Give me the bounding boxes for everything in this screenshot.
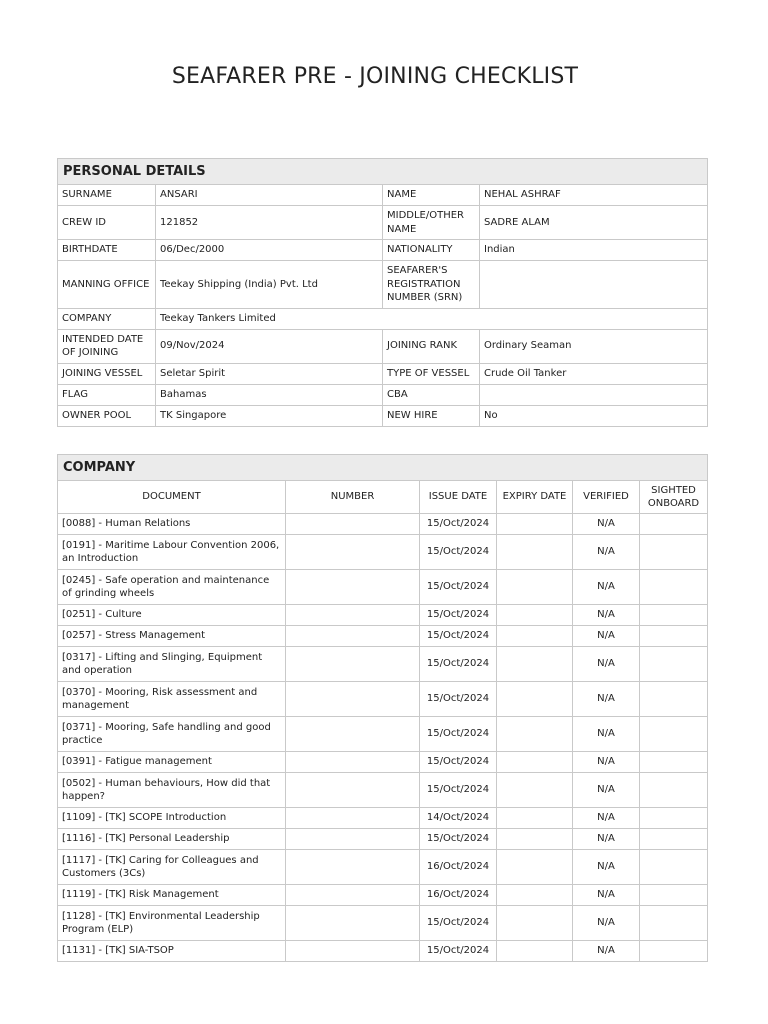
document-cell: [0370] - Mooring, Risk assessment and management bbox=[58, 682, 286, 717]
issue-date-cell: 15/Oct/2024 bbox=[420, 647, 497, 682]
sighted-onboard-cell bbox=[640, 752, 708, 773]
field-value: Bahamas bbox=[156, 384, 383, 405]
field-value: NEHAL ASHRAF bbox=[480, 185, 708, 206]
expiry-date-cell bbox=[497, 752, 573, 773]
field-label: SEAFARER'S REGISTRATION NUMBER (SRN) bbox=[383, 261, 480, 309]
verified-cell: N/A bbox=[573, 752, 640, 773]
document-cell: [0371] - Mooring, Safe handling and good practice bbox=[58, 717, 286, 752]
table-row bbox=[58, 829, 708, 850]
personal-row bbox=[58, 206, 708, 240]
issue-date-cell: 15/Oct/2024 bbox=[420, 906, 497, 941]
table-row bbox=[58, 850, 708, 885]
field-value: No bbox=[480, 405, 708, 426]
personal-row bbox=[58, 185, 708, 206]
document-cell: [0502] - Human behaviours, How did that happen? bbox=[58, 773, 286, 808]
field-value: 121852 bbox=[156, 206, 383, 240]
personal-row bbox=[58, 261, 708, 309]
expiry-date-cell bbox=[497, 682, 573, 717]
personal-row bbox=[58, 240, 708, 261]
number-cell bbox=[286, 941, 420, 962]
field-label: JOINING RANK bbox=[383, 329, 480, 363]
document-cell: [0088] - Human Relations bbox=[58, 514, 286, 535]
sighted-onboard-cell bbox=[640, 885, 708, 906]
field-value: Seletar Spirit bbox=[156, 363, 383, 384]
number-cell bbox=[286, 570, 420, 605]
sighted-onboard-cell bbox=[640, 850, 708, 885]
table-row bbox=[58, 626, 708, 647]
column-header-expiry-date: EXPIRY DATE bbox=[497, 481, 573, 514]
field-value: TK Singapore bbox=[156, 405, 383, 426]
table-row bbox=[58, 717, 708, 752]
number-cell bbox=[286, 682, 420, 717]
field-label: MANNING OFFICE bbox=[58, 261, 156, 309]
personal-row bbox=[58, 329, 708, 363]
document-cell: [0191] - Maritime Labour Convention 2006, an Introduction bbox=[58, 535, 286, 570]
sighted-onboard-cell bbox=[640, 717, 708, 752]
field-value: Teekay Tankers Limited bbox=[156, 308, 708, 329]
sighted-onboard-cell bbox=[640, 535, 708, 570]
document-cell: [0245] - Safe operation and maintenance of grinding wheels bbox=[58, 570, 286, 605]
issue-date-cell: 15/Oct/2024 bbox=[420, 941, 497, 962]
document-cell: [1109] - [TK] SCOPE Introduction bbox=[58, 808, 286, 829]
number-cell bbox=[286, 514, 420, 535]
company-documents-table bbox=[57, 454, 708, 962]
personal-row bbox=[58, 405, 708, 426]
sighted-onboard-cell bbox=[640, 773, 708, 808]
number-cell bbox=[286, 850, 420, 885]
field-label: SURNAME bbox=[58, 185, 156, 206]
field-value: 09/Nov/2024 bbox=[156, 329, 383, 363]
verified-cell: N/A bbox=[573, 570, 640, 605]
table-row bbox=[58, 752, 708, 773]
sighted-onboard-cell bbox=[640, 941, 708, 962]
verified-cell: N/A bbox=[573, 941, 640, 962]
expiry-date-cell bbox=[497, 514, 573, 535]
verified-cell: N/A bbox=[573, 808, 640, 829]
personal-row bbox=[58, 363, 708, 384]
issue-date-cell: 15/Oct/2024 bbox=[420, 717, 497, 752]
issue-date-cell: 15/Oct/2024 bbox=[420, 535, 497, 570]
field-label: BIRTHDATE bbox=[58, 240, 156, 261]
issue-date-cell: 15/Oct/2024 bbox=[420, 773, 497, 808]
number-cell bbox=[286, 752, 420, 773]
field-label: MIDDLE/OTHER NAME bbox=[383, 206, 480, 240]
table-row bbox=[58, 514, 708, 535]
column-header-number: NUMBER bbox=[286, 481, 420, 514]
table-row bbox=[58, 906, 708, 941]
field-value: ANSARI bbox=[156, 185, 383, 206]
sighted-onboard-cell bbox=[640, 605, 708, 626]
personal-details-table bbox=[57, 158, 708, 427]
document-cell: [1119] - [TK] Risk Management bbox=[58, 885, 286, 906]
verified-cell: N/A bbox=[573, 850, 640, 885]
sighted-onboard-cell bbox=[640, 626, 708, 647]
verified-cell: N/A bbox=[573, 605, 640, 626]
document-cell: [0251] - Culture bbox=[58, 605, 286, 626]
column-header-verified: VERIFIED bbox=[573, 481, 640, 514]
company-heading: COMPANY bbox=[58, 455, 708, 481]
number-cell bbox=[286, 773, 420, 808]
field-label: COMPANY bbox=[58, 308, 156, 329]
column-header-document: DOCUMENT bbox=[58, 481, 286, 514]
field-value: Ordinary Seaman bbox=[480, 329, 708, 363]
field-label: JOINING VESSEL bbox=[58, 363, 156, 384]
verified-cell: N/A bbox=[573, 626, 640, 647]
sighted-onboard-cell bbox=[640, 514, 708, 535]
number-cell bbox=[286, 605, 420, 626]
field-label: NATIONALITY bbox=[383, 240, 480, 261]
personal-row bbox=[58, 384, 708, 405]
table-row bbox=[58, 941, 708, 962]
field-label: CBA bbox=[383, 384, 480, 405]
sighted-onboard-cell bbox=[640, 682, 708, 717]
verified-cell: N/A bbox=[573, 885, 640, 906]
issue-date-cell: 16/Oct/2024 bbox=[420, 850, 497, 885]
table-row bbox=[58, 647, 708, 682]
table-row bbox=[58, 773, 708, 808]
issue-date-cell: 15/Oct/2024 bbox=[420, 829, 497, 850]
sighted-onboard-cell bbox=[640, 829, 708, 850]
table-row bbox=[58, 605, 708, 626]
field-value: Crude Oil Tanker bbox=[480, 363, 708, 384]
sighted-onboard-cell bbox=[640, 647, 708, 682]
expiry-date-cell bbox=[497, 773, 573, 808]
verified-cell: N/A bbox=[573, 829, 640, 850]
verified-cell: N/A bbox=[573, 773, 640, 808]
expiry-date-cell bbox=[497, 808, 573, 829]
table-row bbox=[58, 535, 708, 570]
column-header-row bbox=[58, 481, 708, 514]
document-cell: [1131] - [TK] SIA-TSOP bbox=[58, 941, 286, 962]
personal-details-heading: PERSONAL DETAILS bbox=[58, 159, 708, 185]
expiry-date-cell bbox=[497, 906, 573, 941]
number-cell bbox=[286, 535, 420, 570]
document-cell: [0391] - Fatigue management bbox=[58, 752, 286, 773]
expiry-date-cell bbox=[497, 885, 573, 906]
expiry-date-cell bbox=[497, 570, 573, 605]
issue-date-cell: 15/Oct/2024 bbox=[420, 570, 497, 605]
document-cell: [0317] - Lifting and Slinging, Equipment and operation bbox=[58, 647, 286, 682]
table-row bbox=[58, 570, 708, 605]
sighted-onboard-cell bbox=[640, 570, 708, 605]
issue-date-cell: 15/Oct/2024 bbox=[420, 752, 497, 773]
personal-row bbox=[58, 308, 708, 329]
verified-cell: N/A bbox=[573, 647, 640, 682]
expiry-date-cell bbox=[497, 626, 573, 647]
field-label: NAME bbox=[383, 185, 480, 206]
sighted-onboard-cell bbox=[640, 808, 708, 829]
page-title: SEAFARER PRE - JOINING CHECKLIST bbox=[171, 64, 579, 89]
number-cell bbox=[286, 885, 420, 906]
verified-cell: N/A bbox=[573, 682, 640, 717]
verified-cell: N/A bbox=[573, 535, 640, 570]
number-cell bbox=[286, 626, 420, 647]
expiry-date-cell bbox=[497, 829, 573, 850]
field-label: OWNER POOL bbox=[58, 405, 156, 426]
document-cell: [1117] - [TK] Caring for Colleagues and Customers (3Cs) bbox=[58, 850, 286, 885]
field-value: SADRE ALAM bbox=[480, 206, 708, 240]
expiry-date-cell bbox=[497, 535, 573, 570]
number-cell bbox=[286, 829, 420, 850]
issue-date-cell: 15/Oct/2024 bbox=[420, 514, 497, 535]
number-cell bbox=[286, 647, 420, 682]
field-label: INTENDED DATE OF JOINING bbox=[58, 329, 156, 363]
expiry-date-cell bbox=[497, 647, 573, 682]
table-row bbox=[58, 682, 708, 717]
verified-cell: N/A bbox=[573, 717, 640, 752]
issue-date-cell: 15/Oct/2024 bbox=[420, 626, 497, 647]
verified-cell: N/A bbox=[573, 906, 640, 941]
document-cell: [1116] - [TK] Personal Leadership bbox=[58, 829, 286, 850]
issue-date-cell: 15/Oct/2024 bbox=[420, 605, 497, 626]
number-cell bbox=[286, 906, 420, 941]
field-value bbox=[480, 384, 708, 405]
expiry-date-cell bbox=[497, 717, 573, 752]
table-row bbox=[58, 808, 708, 829]
field-label: TYPE OF VESSEL bbox=[383, 363, 480, 384]
issue-date-cell: 14/Oct/2024 bbox=[420, 808, 497, 829]
issue-date-cell: 16/Oct/2024 bbox=[420, 885, 497, 906]
number-cell bbox=[286, 717, 420, 752]
table-row bbox=[58, 885, 708, 906]
field-label: NEW HIRE bbox=[383, 405, 480, 426]
field-label: CREW ID bbox=[58, 206, 156, 240]
field-value: Teekay Shipping (India) Pvt. Ltd bbox=[156, 261, 383, 309]
field-label: FLAG bbox=[58, 384, 156, 405]
expiry-date-cell bbox=[497, 605, 573, 626]
field-value: Indian bbox=[480, 240, 708, 261]
expiry-date-cell bbox=[497, 941, 573, 962]
document-cell: [1128] - [TK] Environmental Leadership Program (ELP) bbox=[58, 906, 286, 941]
column-header-sighted-onboard: SIGHTED ONBOARD bbox=[640, 481, 708, 514]
column-header-issue-date: ISSUE DATE bbox=[420, 481, 497, 514]
verified-cell: N/A bbox=[573, 514, 640, 535]
expiry-date-cell bbox=[497, 850, 573, 885]
document-cell: [0257] - Stress Management bbox=[58, 626, 286, 647]
issue-date-cell: 15/Oct/2024 bbox=[420, 682, 497, 717]
number-cell bbox=[286, 808, 420, 829]
field-value bbox=[480, 261, 708, 309]
sighted-onboard-cell bbox=[640, 906, 708, 941]
field-value: 06/Dec/2000 bbox=[156, 240, 383, 261]
